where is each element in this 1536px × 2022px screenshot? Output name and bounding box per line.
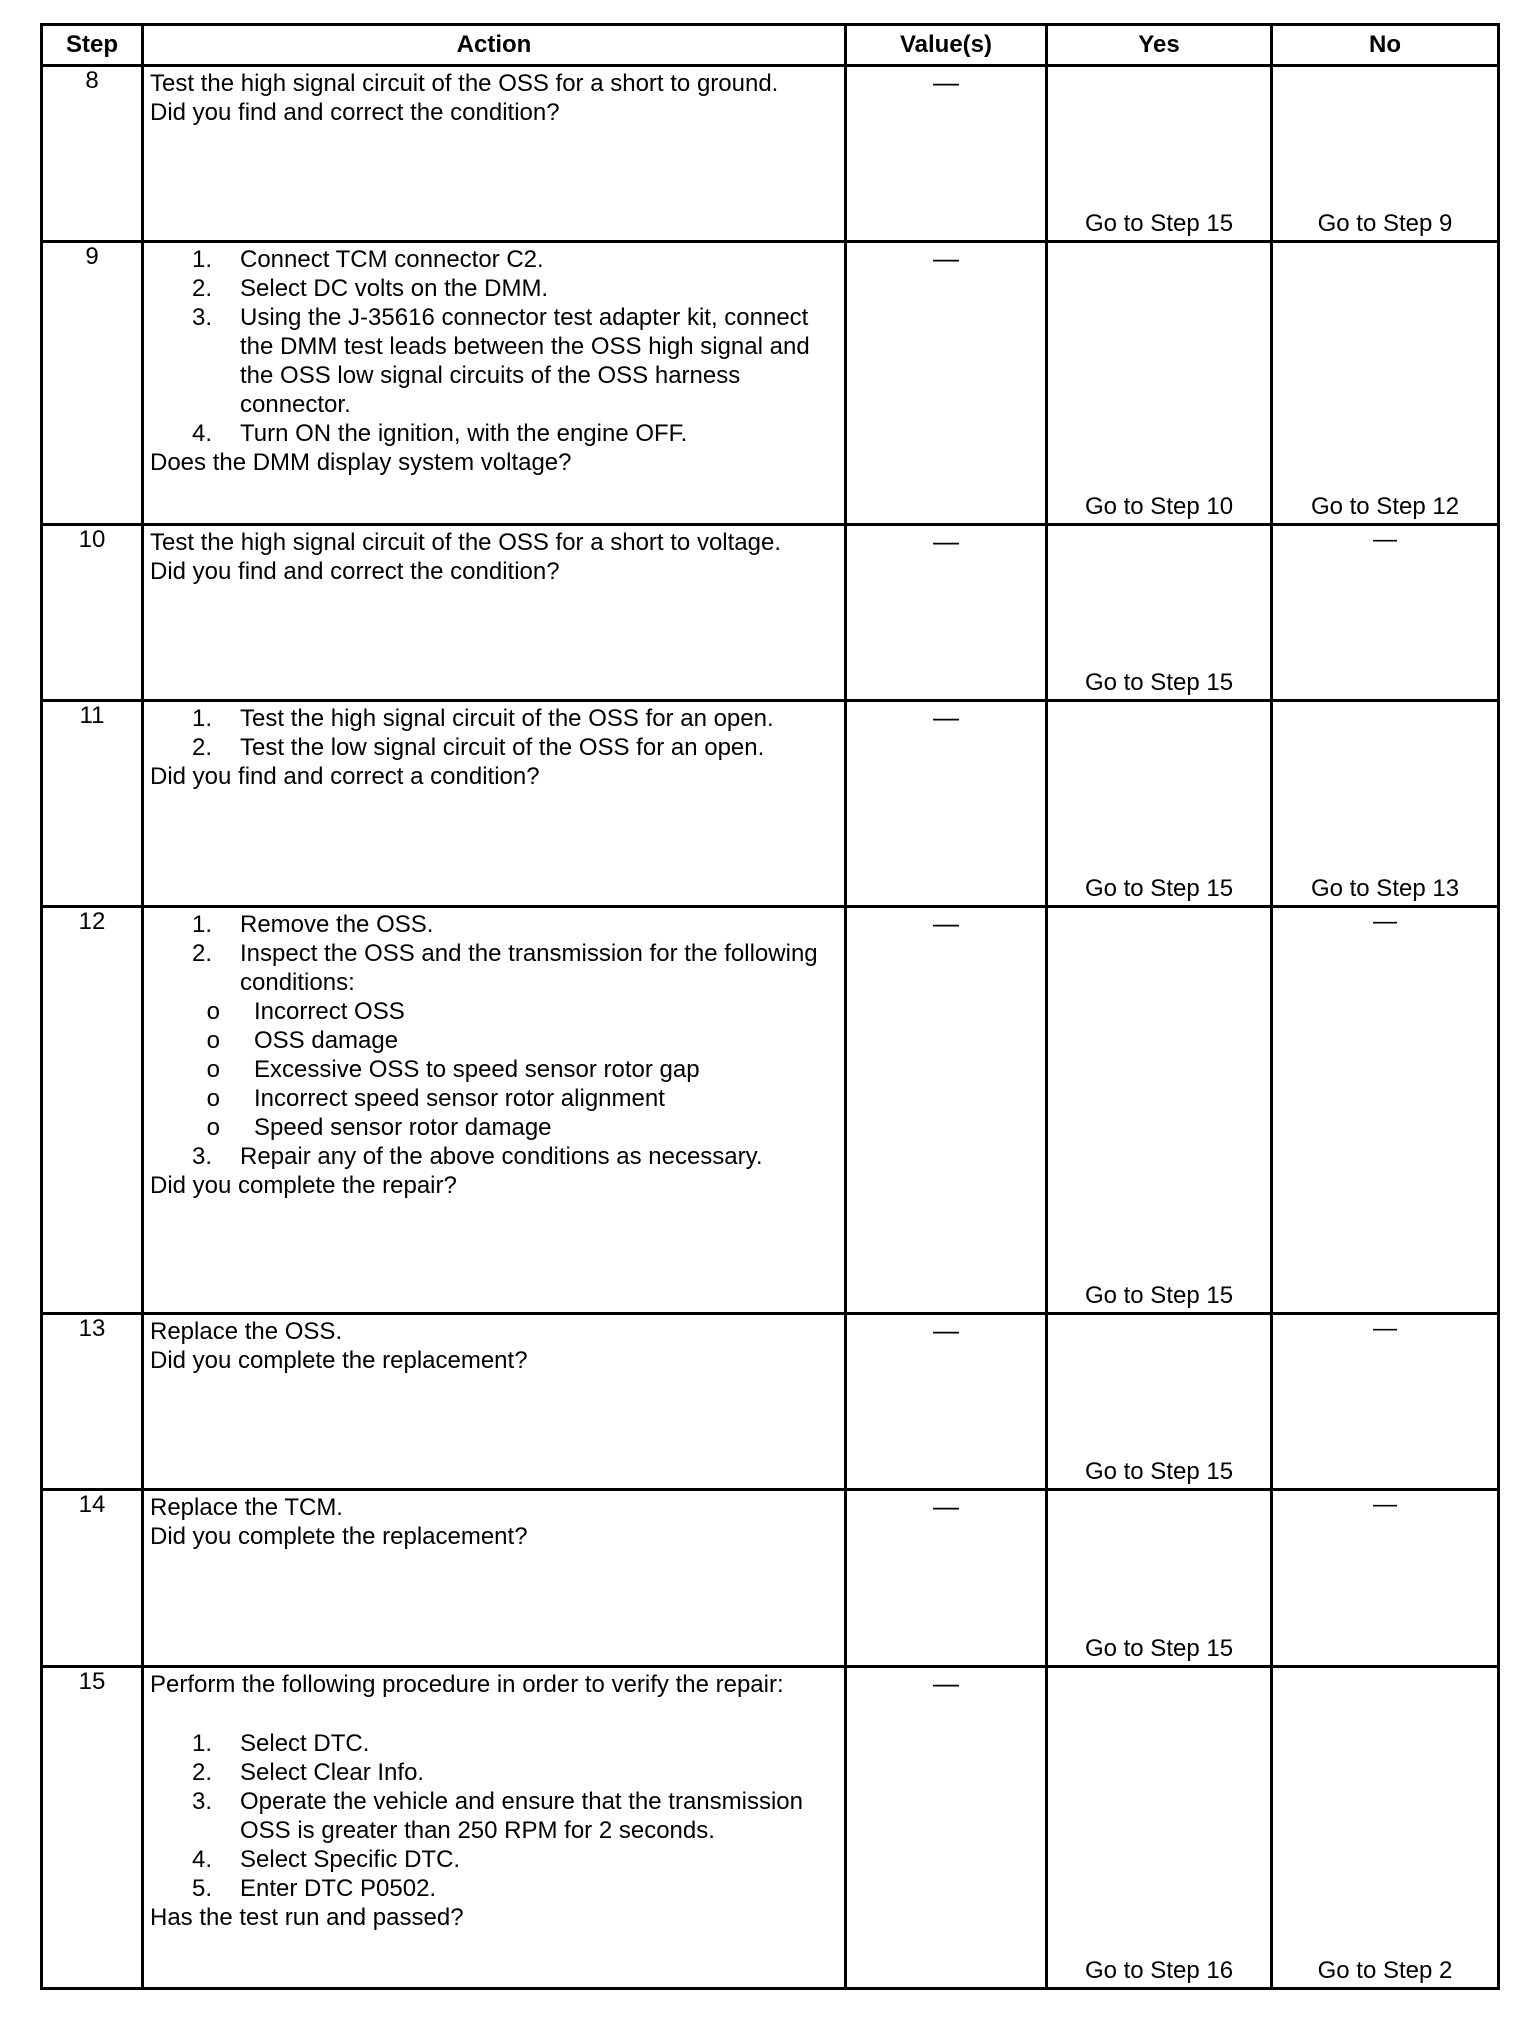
- yes-target: Go to Step 15: [1084, 875, 1234, 902]
- list-item: o Speed sensor rotor damage: [206, 1114, 552, 1141]
- no-cell: [1272, 66, 1499, 242]
- list-item: 3. Repair any of the above conditions as necessary.: [191, 1143, 763, 1170]
- list-item: 3. Operate the vehicle and ensure that the transmission OSS is greater than 250 RPM for 2 seconds.: [191, 1788, 803, 1844]
- action-question: Has the test run and passed?: [150, 1904, 464, 1931]
- list-item: 4. Turn ON the ignition, with the engine OFF.: [191, 420, 688, 447]
- yes-target: Go to Step 15: [1084, 1458, 1234, 1485]
- yes-target: Go to Step 16: [1084, 1957, 1234, 1984]
- header-yes: Yes: [1047, 25, 1272, 66]
- yes-target: Go to Step 15: [1084, 1635, 1234, 1662]
- action-question: Did you complete the repair?: [150, 1172, 457, 1199]
- action-cell: [143, 525, 846, 701]
- step-number: 10: [42, 525, 143, 701]
- list-item: o Excessive OSS to speed sensor rotor gap: [206, 1056, 700, 1083]
- action-cell: [143, 1490, 846, 1667]
- no-cell: [1272, 1667, 1499, 1989]
- list-item: 2. Inspect the OSS and the transmission for the following conditions:: [191, 940, 818, 996]
- action-cell: [143, 1314, 846, 1490]
- action-cell: [143, 1667, 846, 1989]
- value-cell: —: [846, 701, 1047, 907]
- value-cell: —: [846, 1490, 1047, 1667]
- step-number: 14: [42, 1490, 143, 1667]
- yes-cell: [1047, 525, 1272, 701]
- list-item: 5. Enter DTC P0502.: [191, 1875, 437, 1902]
- value-cell: —: [846, 1314, 1047, 1490]
- list-item: o OSS damage: [206, 1027, 399, 1054]
- table-row: [42, 66, 1499, 242]
- action-text: Replace the OSS.: [150, 1318, 343, 1345]
- action-text: Test the high signal circuit of the OSS for a short to voltage.: [150, 529, 781, 556]
- yes-cell: [1047, 701, 1272, 907]
- step-number: 9: [42, 242, 143, 525]
- no-cell: [1272, 701, 1499, 907]
- no-target: Go to Step 9: [1317, 210, 1453, 237]
- value-cell: —: [846, 242, 1047, 525]
- table-row: [42, 907, 1499, 1314]
- list-item: o Incorrect OSS: [206, 998, 405, 1025]
- list-item: 2. Test the low signal circuit of the OSS for an open.: [191, 734, 765, 761]
- yes-target: Go to Step 15: [1084, 1282, 1234, 1309]
- action-question: Did you complete the replacement?: [150, 1347, 528, 1374]
- table-row: [42, 1490, 1499, 1667]
- action-text: Perform the following procedure in order to verify the repair:: [150, 1671, 784, 1698]
- yes-cell: [1047, 907, 1272, 1314]
- action-cell: [143, 242, 846, 525]
- value-cell: —: [846, 525, 1047, 701]
- action-question: Does the DMM display system voltage?: [150, 449, 572, 476]
- header-row: [42, 25, 1499, 66]
- step-number: 11: [42, 701, 143, 907]
- no-target: Go to Step 2: [1317, 1957, 1453, 1984]
- action-cell: [143, 66, 846, 242]
- header-no: No: [1272, 25, 1499, 66]
- list-item: 4. Select Specific DTC.: [191, 1846, 461, 1873]
- yes-cell: [1047, 1667, 1272, 1989]
- yes-target: Go to Step 15: [1084, 669, 1234, 696]
- value-cell: —: [846, 1667, 1047, 1989]
- list-item: o Incorrect speed sensor rotor alignment: [206, 1085, 665, 1112]
- procedure-list: [150, 910, 838, 997]
- no-target: Go to Step 12: [1310, 493, 1460, 520]
- yes-cell: [1047, 1490, 1272, 1667]
- action-cell: [143, 907, 846, 1314]
- table-row: [42, 525, 1499, 701]
- yes-target: Go to Step 15: [1084, 210, 1234, 237]
- yes-cell: [1047, 1314, 1272, 1490]
- table-row: [42, 1667, 1499, 1989]
- diagnostic-table: [40, 23, 1500, 1990]
- no-cell: —: [1272, 1490, 1499, 1667]
- no-cell: —: [1272, 907, 1499, 1314]
- procedure-list: [150, 1142, 838, 1171]
- header-action: Action: [143, 25, 846, 66]
- table-row: [42, 242, 1499, 525]
- list-item: 3. Using the J-35616 connector test adapter kit, connect the DMM test leads between the OSS high signal and the OSS low signal circuits of the OSS harness connector.: [191, 304, 810, 418]
- table-row: [42, 1314, 1499, 1490]
- list-item: 1. Select DTC.: [191, 1730, 370, 1757]
- step-number: 15: [42, 1667, 143, 1989]
- list-item: 1. Remove the OSS.: [191, 911, 434, 938]
- action-question: Did you find and correct the condition?: [150, 99, 560, 126]
- header-values: Value(s): [846, 25, 1047, 66]
- header-step: Step: [42, 25, 143, 66]
- condition-list: [150, 997, 838, 1142]
- no-target: Go to Step 13: [1310, 875, 1460, 902]
- step-number: 8: [42, 66, 143, 242]
- list-item: 1. Connect TCM connector C2.: [191, 246, 544, 273]
- no-cell: —: [1272, 525, 1499, 701]
- value-cell: —: [846, 907, 1047, 1314]
- step-number: 12: [42, 907, 143, 1314]
- action-text: Test the high signal circuit of the OSS for a short to ground.: [150, 70, 779, 97]
- procedure-list: [150, 704, 838, 762]
- action-cell: [143, 701, 846, 907]
- action-text: Replace the TCM.: [150, 1494, 343, 1521]
- procedure-list: [150, 1729, 838, 1903]
- procedure-list: [150, 245, 838, 448]
- action-question: Did you complete the replacement?: [150, 1523, 528, 1550]
- step-number: 13: [42, 1314, 143, 1490]
- list-item: 2. Select Clear Info.: [191, 1759, 425, 1786]
- action-question: Did you find and correct the condition?: [150, 558, 560, 585]
- yes-target: Go to Step 10: [1084, 493, 1234, 520]
- list-item: 2. Select DC volts on the DMM.: [191, 275, 549, 302]
- value-cell: —: [846, 66, 1047, 242]
- list-item: 1. Test the high signal circuit of the OSS for an open.: [191, 705, 774, 732]
- yes-cell: [1047, 66, 1272, 242]
- no-cell: —: [1272, 1314, 1499, 1490]
- no-cell: [1272, 242, 1499, 525]
- table-row: [42, 701, 1499, 907]
- action-question: Did you find and correct a condition?: [150, 763, 540, 790]
- yes-cell: [1047, 242, 1272, 525]
